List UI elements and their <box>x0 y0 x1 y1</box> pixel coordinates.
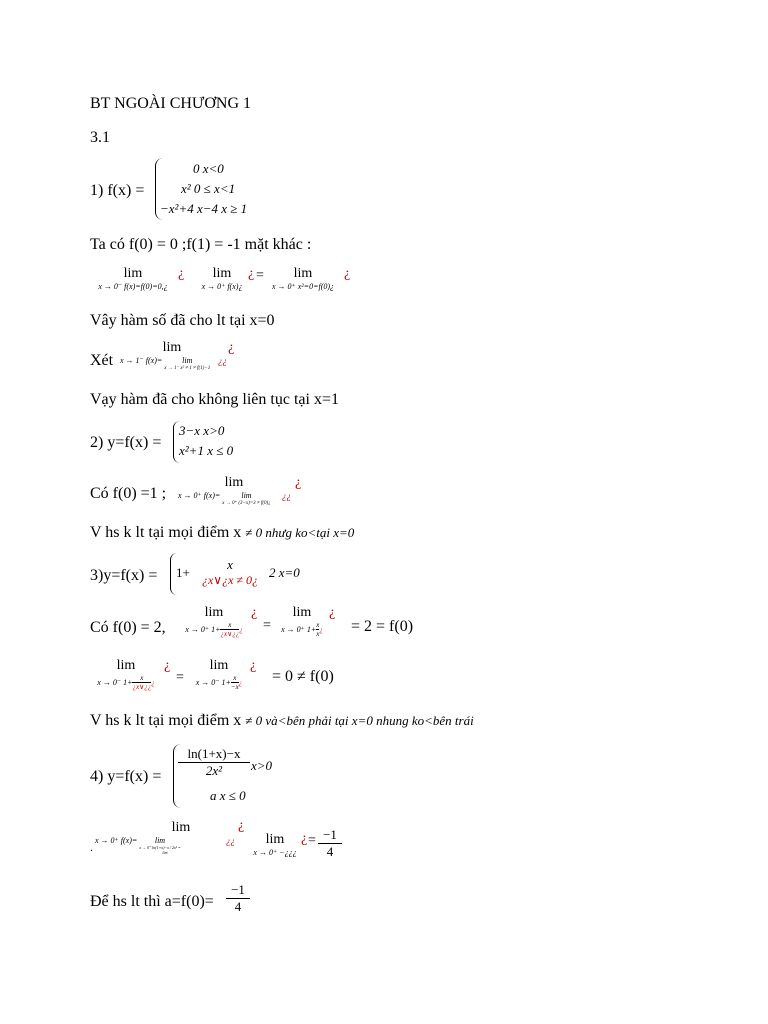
frac-den: ¿x∨¿x ≠ 0¿ <box>201 573 259 587</box>
p3-case-suffix: 2 x=0 <box>269 565 300 580</box>
p3-eq-2: = <box>176 670 184 685</box>
p4-qmark-2: ¿ <box>301 831 308 846</box>
section-number: 3.1 <box>90 129 110 146</box>
p3-lim-a <box>178 605 250 638</box>
p4-case-1-frac <box>178 746 250 779</box>
p3-conclusion-text: V hs k lt tại mọi điểm x <box>90 712 242 729</box>
lim-sub: x → 0⁺ x²=0=f(0)¿ <box>271 282 335 291</box>
p1-qmark-1: ¿ <box>178 266 185 281</box>
p3-result-1: = 2 = f(0) <box>351 618 414 635</box>
lim-sub: x → 1⁻ f(x)= <box>120 356 163 365</box>
lim-sub: x → 0⁺ f(x)= <box>95 836 138 845</box>
frac-num: x <box>220 621 239 630</box>
p3-qmark-d: ¿ <box>250 658 257 673</box>
p4-final-text: Để hs lt thì a=f(0)= <box>90 893 214 910</box>
p1-case-1: 0 x<0 <box>193 161 224 176</box>
p1-xet-qq: ¿¿ <box>218 356 227 366</box>
p1-conclusion-2: Vạy hàm đã cho không liên tục tại x=1 <box>90 391 339 408</box>
p3-conclusion <box>90 711 474 731</box>
frac-num: x <box>132 674 151 683</box>
p2-conclusion-text: V hs k lt tại mọi điểm x <box>90 524 242 541</box>
lim-word: lim <box>171 820 191 835</box>
p3-conclusion-math: ≠ 0 và<bên phải tại x=0 nhung ko<bên trái <box>245 713 474 728</box>
p1-lim-3 <box>264 266 342 291</box>
p3-lim-d <box>190 658 248 691</box>
p2-qq: ¿¿ <box>282 491 291 501</box>
frac-den: ¿x∨¿¿ <box>220 630 240 638</box>
lim-sub: x → 0⁺ f(x)¿ <box>201 282 243 291</box>
lim-word: lim <box>292 605 312 620</box>
lim-word-inner: lim <box>241 491 252 500</box>
qmark-small: ¿ <box>238 678 243 687</box>
p2-co-label: Có f(0) =1 ; <box>90 485 167 502</box>
frac-num: x <box>316 621 320 629</box>
lim-inner-sub: x → 0⁺ (3−x)=3 ≠ f(0)¿ <box>222 501 271 506</box>
lim-sub: x → 0⁻ 1+ <box>195 678 231 687</box>
lim-word: lim <box>224 475 244 490</box>
lim-sub: x → 0⁺ −¿¿¿ <box>253 848 297 857</box>
lim-sub: x → 0⁻ 1+ <box>97 678 133 687</box>
p2-conclusion-math: ≠ 0 nhưg ko<tại x=0 <box>245 525 355 540</box>
p3-qmark-a: ¿ <box>251 605 258 620</box>
p2-case-1: 3−x x>0 <box>179 423 225 438</box>
qmark-small: ¿ <box>151 678 155 687</box>
p3-case-prefix: 1+ <box>176 565 190 580</box>
p3-qmark-c: ¿ <box>164 658 171 673</box>
lim-sub: x → 0⁻ f(x)=f(0)=0,¿ <box>98 282 168 291</box>
p3-label: 3)y=f(x) = <box>90 567 158 584</box>
p3-lim-c <box>90 658 162 691</box>
p4-case-2: a x ≤ 0 <box>210 788 246 803</box>
lim-word: lim <box>212 266 232 281</box>
p1-case-3: −x²+4 x−4 x ≥ 1 <box>160 201 248 216</box>
lim-word: lim <box>265 832 285 847</box>
p3-eq-1: = <box>263 618 271 633</box>
p4-lim-right <box>250 832 300 857</box>
frac-den: 2x² <box>205 763 223 778</box>
p2-co-lim <box>178 475 290 506</box>
p2-case-2: x²+1 x ≤ 0 <box>179 443 234 458</box>
lim-word: lim <box>123 266 143 281</box>
p1-xet-lim <box>120 340 224 371</box>
p4-bullet: . <box>90 840 93 854</box>
p2-label: 2) y=f(x) = <box>90 434 162 451</box>
qmark-small: ¿ <box>239 625 243 634</box>
p3-co-label: Có f(0) = 2, <box>90 619 166 636</box>
p1-case-2: x² 0 ≤ x<1 <box>181 181 236 196</box>
lim-word: lim <box>293 266 313 281</box>
p1-conclusion: Vây hàm số đã cho lt tại x=0 <box>90 312 275 329</box>
frac-num: −1 <box>318 827 342 844</box>
p1-text: Ta có f(0) = 0 ;f(1) = -1 mặt khác : <box>90 236 312 253</box>
frac-num: −1 <box>226 882 250 899</box>
p4-qmark-1: ¿ <box>238 818 245 833</box>
frac-num: x <box>227 557 233 572</box>
p4-lim-left <box>95 820 227 855</box>
p1-qmark-2: ¿ <box>248 266 255 281</box>
frac-den: 4 <box>326 844 334 859</box>
p2-qmark: ¿ <box>295 475 302 490</box>
frac-den: 4 <box>234 899 242 914</box>
lim-word: lim <box>162 340 182 355</box>
p3-case-frac <box>192 557 268 588</box>
lim-sub: x → 0⁺ 1+ <box>281 625 317 634</box>
lim-sub: x → 0⁺ f(x)= <box>178 491 221 500</box>
frac-num: ln(1+x)−x <box>178 746 250 763</box>
p4-final-frac <box>226 882 250 915</box>
p1-xet-label: Xét <box>90 352 114 369</box>
p4-qq: ¿¿ <box>226 836 235 846</box>
p2-conclusion <box>90 523 354 543</box>
lim-sub: x → 0⁺ 1+ <box>185 625 221 634</box>
lim-word: lim <box>209 658 229 673</box>
p4-result-frac <box>318 827 342 860</box>
page-title: BT NGOÀI CHƯƠNG 1 <box>90 95 252 112</box>
p1-eq: = <box>256 268 264 283</box>
lim-inner-sub: x → 1⁻ x² ≠ 1 ≠ f(1)−1 <box>164 366 211 371</box>
p1-lim-1 <box>90 266 176 291</box>
p3-qmark-b: ¿ <box>329 605 336 620</box>
frac-den: ¿x∨¿¿ <box>132 683 152 691</box>
frac-num: x <box>231 674 239 683</box>
p3-result-2: = 0 ≠ f(0) <box>272 668 334 685</box>
p1-qmark-3: ¿ <box>344 266 351 281</box>
p1-label: 1) f(x) = <box>90 182 145 199</box>
p1-lim-2 <box>198 266 246 291</box>
p1-xet-qmark: ¿ <box>228 340 235 355</box>
p4-case-1-cond: x>0 <box>251 758 273 773</box>
lim-inner-sub: x → 0⁺ ln(1+x)−x / 2x² = <box>139 845 181 850</box>
frac-den: x <box>316 630 320 638</box>
p3-lim-b <box>276 605 328 638</box>
lim-word-inner: lim <box>182 356 193 365</box>
lim-inner-2: lim <box>162 850 168 855</box>
lim-word: lim <box>116 658 136 673</box>
qmark-small: ¿ <box>319 625 323 634</box>
frac-den: −x <box>230 683 239 691</box>
p4-eq: = <box>308 833 316 848</box>
lim-word: lim <box>204 605 224 620</box>
lim-word-inner: lim <box>154 836 166 845</box>
p4-label: 4) y=f(x) = <box>90 768 162 785</box>
